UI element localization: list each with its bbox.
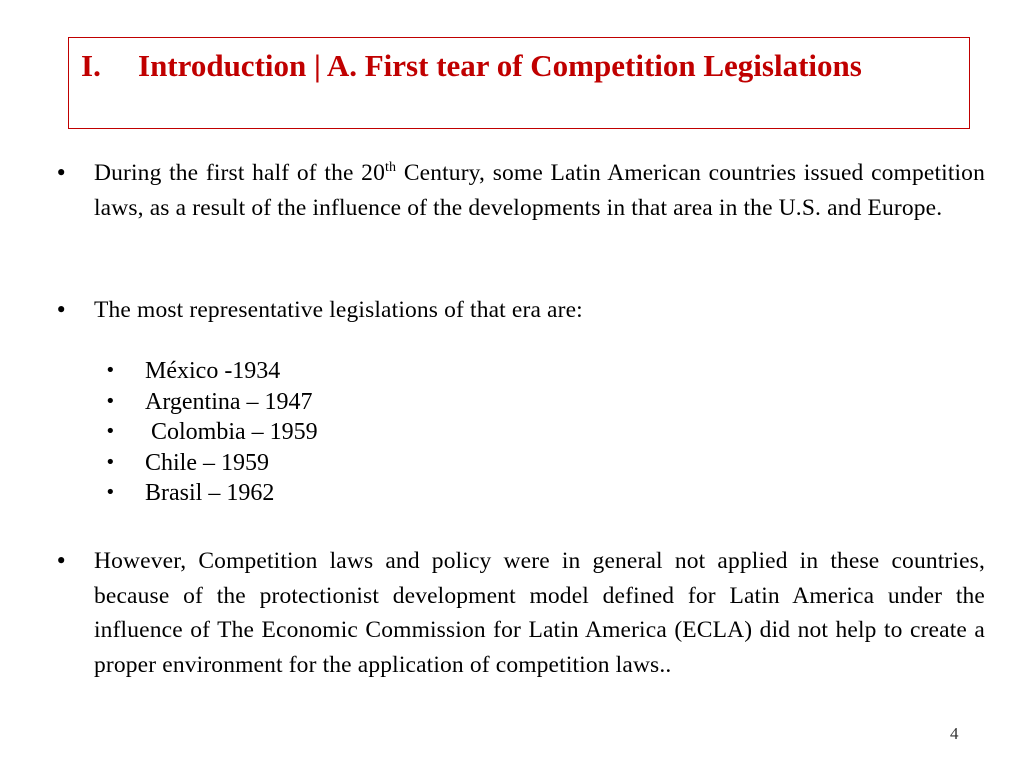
bullet-text-part: During the first half of the 20 [94, 160, 385, 186]
page-number: 4 [950, 724, 959, 743]
legislation-list [105, 356, 505, 509]
slide-title [81, 48, 862, 84]
bullet-item [55, 156, 985, 225]
title-label: Introduction | A. First tear of Competition Legislations [138, 48, 862, 83]
list-item [105, 387, 505, 418]
bullet-dot: • [55, 298, 68, 322]
bullet-dot: • [55, 549, 68, 573]
legislation-label: Chile – 1959 [145, 449, 269, 476]
title-box [68, 37, 970, 129]
legislation-label: Argentina – 1947 [145, 388, 313, 415]
bullet-dot: • [105, 421, 116, 443]
superscript-th: th [384, 160, 397, 176]
legislation-label: Brasil – 1962 [145, 480, 275, 507]
bullet-text [94, 156, 985, 225]
bullet-item [55, 544, 985, 682]
list-item [105, 478, 505, 509]
bullet-item [55, 293, 985, 328]
bullet-dot: • [105, 482, 116, 504]
bullet-dot: • [55, 161, 68, 185]
title-number: I. [81, 48, 101, 83]
legislation-label: México -1934 [145, 358, 281, 384]
list-item [105, 417, 505, 448]
legislation-label: Colombia – 1959 [145, 419, 318, 446]
list-item [105, 448, 505, 479]
list-item [105, 356, 505, 387]
bullet-dot: • [105, 360, 116, 381]
bullet-text: The most representative legislations of that era are: [94, 297, 583, 323]
bullet-dot: • [105, 390, 116, 412]
bullet-text: However, Competition laws and policy were in general not applied in these countries, because of the protectionist development model defined for Latin America under the influence of The Economic Commission for Latin America (ECLA) did not help to create a proper environment for the application of competition laws.. [94, 548, 985, 678]
bullet-text-part: Century, some Latin American countries issued competition laws, as a result of the influence of the developments in that area in the U.S. and Europe. [94, 160, 985, 221]
bullet-dot: • [105, 451, 116, 473]
